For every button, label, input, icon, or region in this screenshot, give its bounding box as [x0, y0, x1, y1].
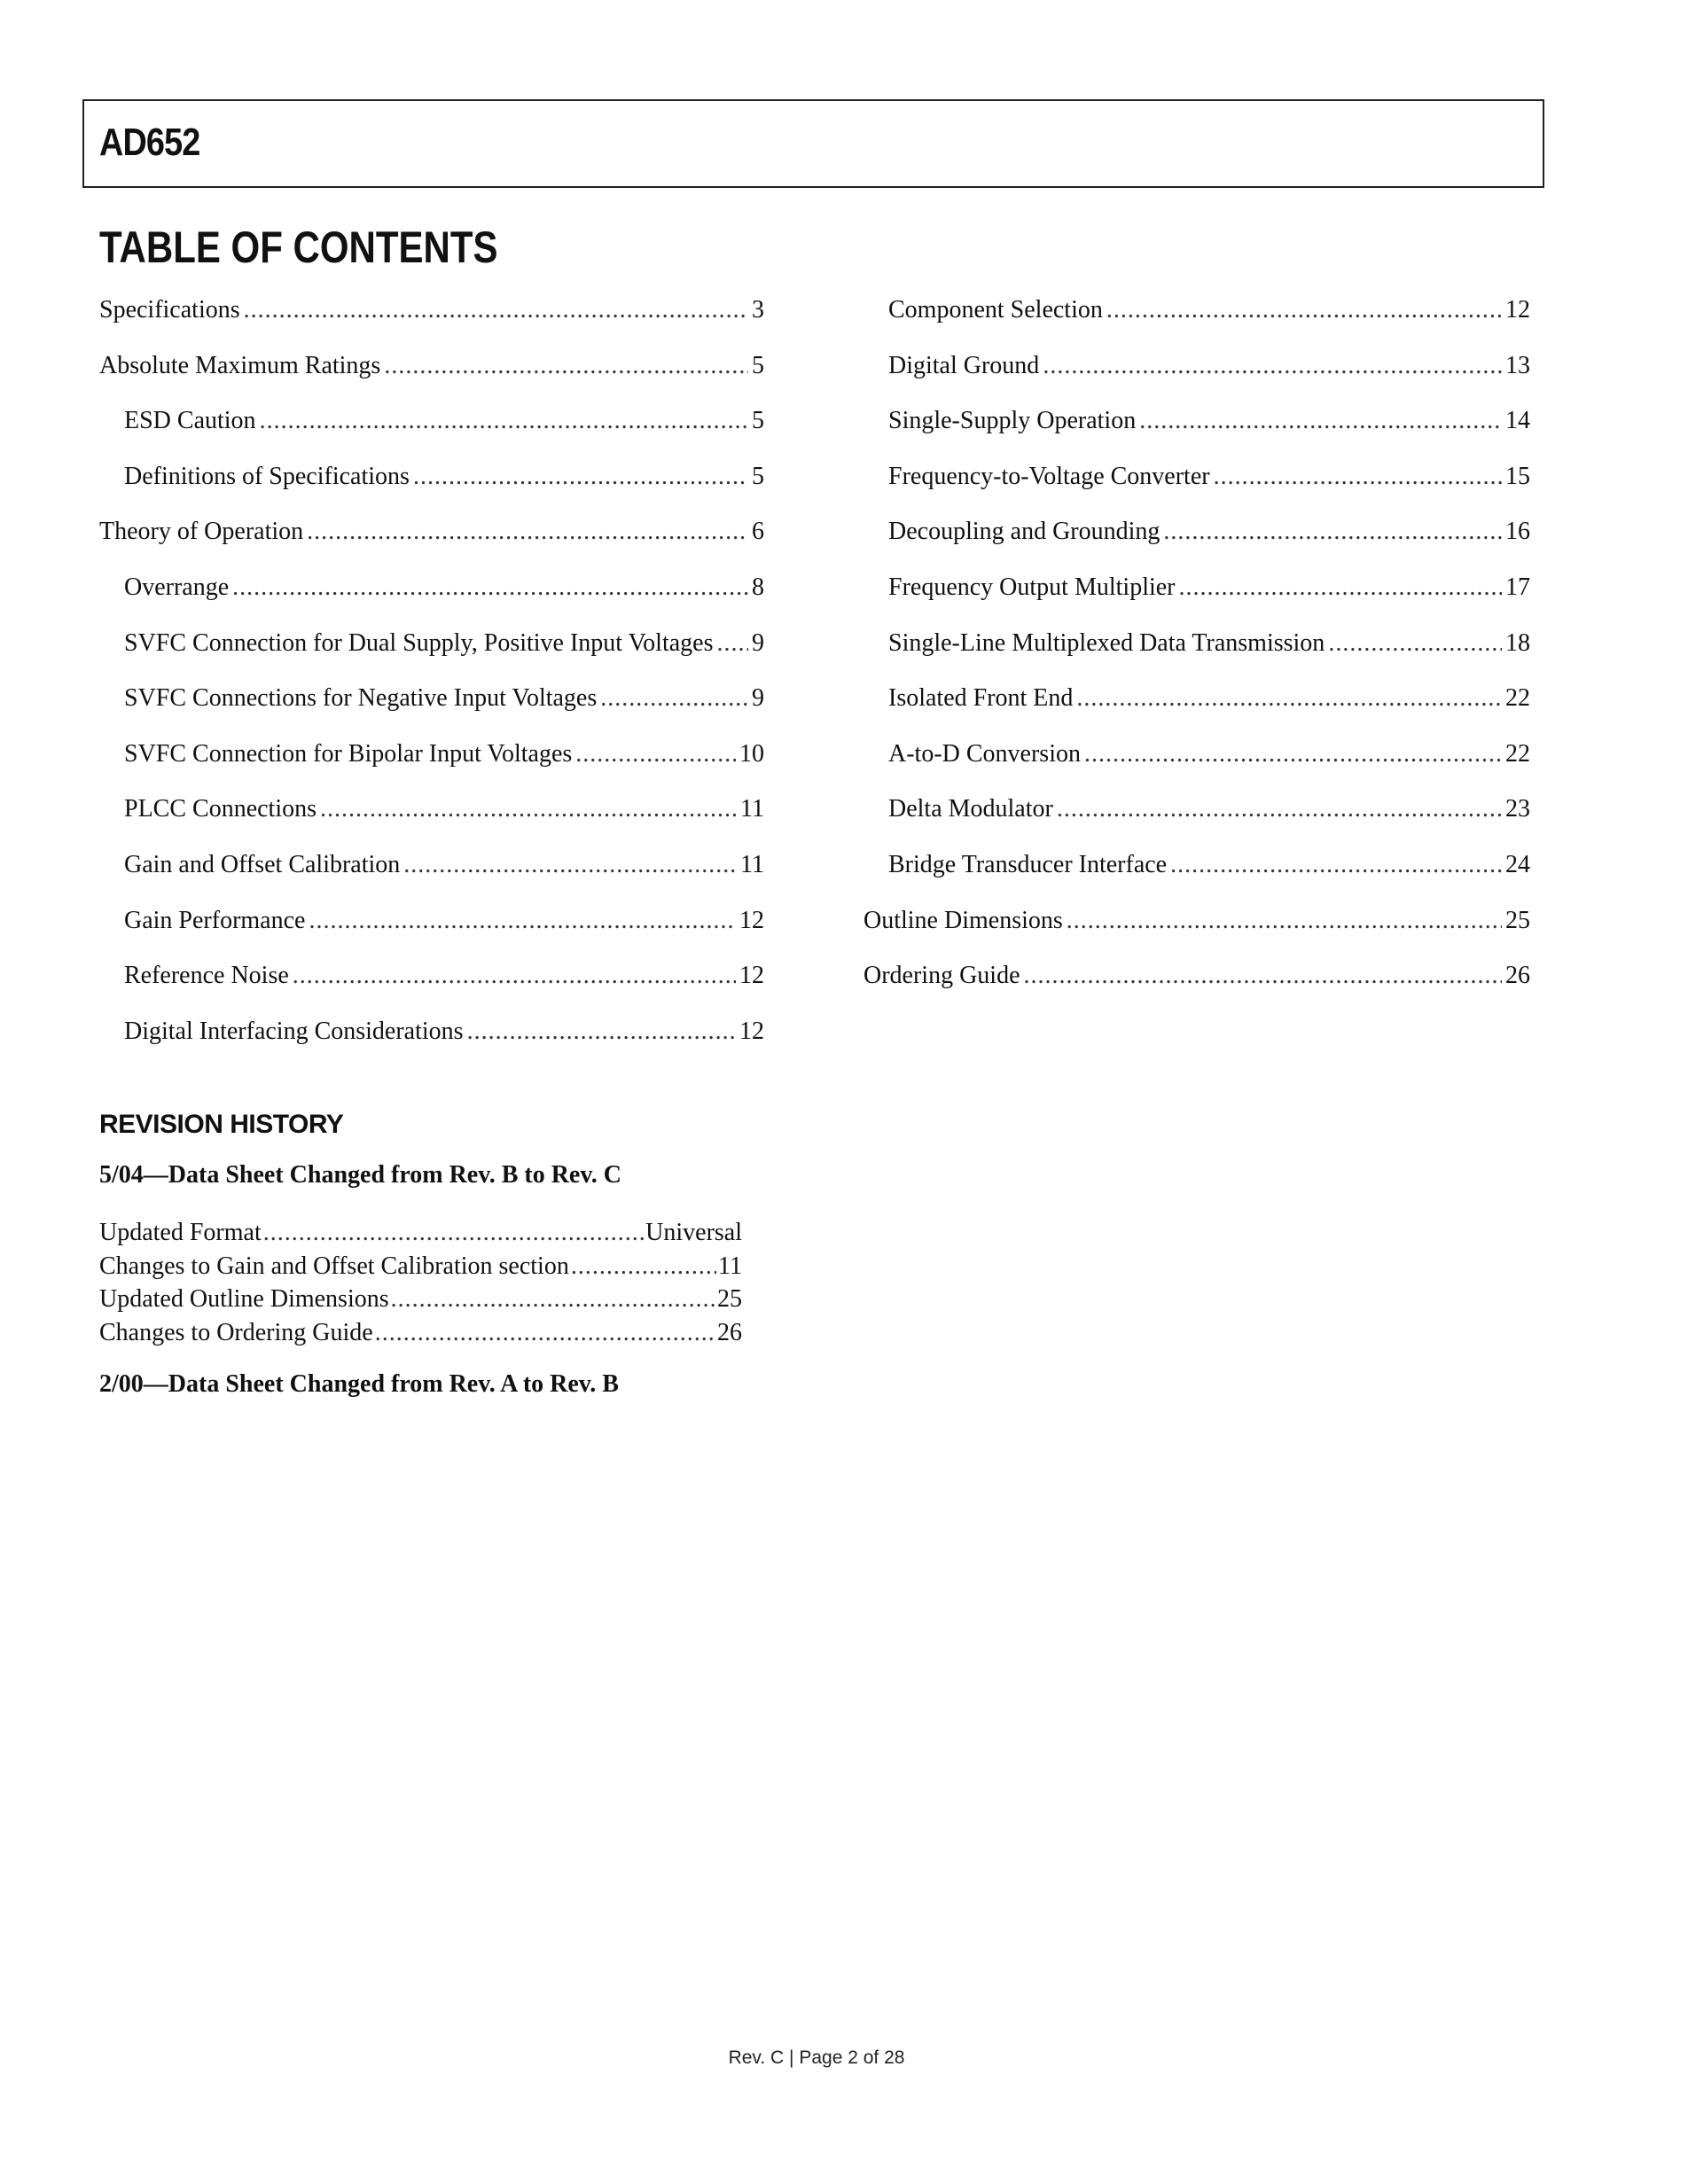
- toc-entry-label: Gain Performance: [124, 906, 306, 934]
- toc-leader: [1139, 402, 1502, 441]
- toc-entry[interactable]: [864, 291, 1530, 347]
- toc-entry-label: PLCC Connections: [124, 795, 317, 823]
- toc-entry[interactable]: [864, 846, 1530, 901]
- toc-entry-page: 11: [740, 850, 764, 878]
- toc-leader: [467, 1012, 736, 1051]
- revision-leader: [263, 1216, 644, 1250]
- toc-entry[interactable]: [864, 790, 1530, 846]
- toc-entry[interactable]: [99, 790, 764, 846]
- toc-entry-page: 12: [739, 906, 764, 934]
- toc-leader: [232, 568, 748, 607]
- toc-entry-label: Digital Interfacing Considerations: [124, 1017, 464, 1045]
- toc-leader: [244, 291, 748, 330]
- toc-entry-label: Gain and Offset Calibration: [124, 850, 401, 878]
- toc-entry-page: 5: [752, 462, 764, 490]
- toc-entry[interactable]: [99, 457, 764, 513]
- toc-entry-page: 10: [739, 739, 764, 768]
- toc-leader: [1163, 512, 1502, 551]
- toc-entry-page: 11: [740, 795, 764, 823]
- revision-entry-label: Changes to Ordering Guide: [99, 1318, 373, 1346]
- toc-entry-page: 12: [739, 1017, 764, 1045]
- toc-entry[interactable]: [99, 568, 764, 624]
- toc-leader: [1076, 679, 1502, 718]
- revision-entry-label: Changes to Gain and Offset Calibration section: [99, 1252, 569, 1280]
- toc-entry-page: 18: [1505, 628, 1530, 657]
- revision-entry[interactable]: [99, 1250, 742, 1283]
- toc-entry-page: 26: [1505, 962, 1530, 990]
- revision-entry-page: 26: [717, 1318, 742, 1346]
- toc-entry-label: Outline Dimensions: [864, 906, 1063, 934]
- toc-leader: [309, 901, 736, 940]
- toc-entry[interactable]: [99, 901, 764, 957]
- toc-entry[interactable]: [864, 457, 1530, 513]
- toc-entry-label: Delta Modulator: [888, 795, 1053, 823]
- toc-leader: [307, 512, 748, 551]
- toc-entry-page: 8: [752, 573, 764, 601]
- toc-entry[interactable]: [864, 624, 1530, 680]
- toc-leader: [1106, 291, 1502, 330]
- toc-entry-label: Frequency Output Multiplier: [888, 573, 1176, 601]
- toc-entry-label: Frequency-to-Voltage Converter: [888, 462, 1210, 490]
- toc-entry-label: Overrange: [124, 573, 230, 601]
- toc-entry[interactable]: [99, 735, 764, 791]
- toc-entry-page: 15: [1505, 462, 1530, 490]
- toc-entry[interactable]: [99, 679, 764, 735]
- revision-entry-label: Updated Outline Dimensions: [99, 1285, 389, 1314]
- toc-entry[interactable]: [99, 512, 764, 568]
- revision-heading-rev-c: 5/04—Data Sheet Changed from Rev. B to Rev. C: [99, 1161, 622, 1189]
- toc-entry-page: 14: [1505, 407, 1530, 435]
- toc-leader: [260, 402, 748, 441]
- toc-entry-page: 6: [752, 518, 764, 546]
- toc-leader: [1084, 735, 1502, 774]
- header-box: [82, 99, 1544, 188]
- revision-entry-page: Universal: [645, 1219, 742, 1246]
- revision-entry[interactable]: [99, 1216, 742, 1250]
- toc-entry-page: 22: [1505, 739, 1530, 768]
- toc-entry-label: Bridge Transducer Interface: [888, 850, 1168, 878]
- toc-leader: [1214, 457, 1502, 496]
- revision-entry[interactable]: [99, 1283, 742, 1316]
- toc-title: TABLE OF CONTENTS: [99, 222, 498, 272]
- toc-entry-label: Isolated Front End: [888, 684, 1074, 713]
- toc-leader: [384, 347, 748, 386]
- toc-leader: [1043, 347, 1502, 386]
- toc-entry-label: Digital Ground: [888, 351, 1040, 379]
- toc-entry-page: 22: [1505, 684, 1530, 713]
- toc-entry[interactable]: [864, 956, 1530, 1012]
- part-number: AD652: [99, 121, 200, 164]
- toc-entry-page: 25: [1505, 906, 1530, 934]
- toc-entry-label: Theory of Operation: [99, 518, 304, 546]
- toc-entry[interactable]: [864, 901, 1530, 957]
- revision-entry-label: Updated Format: [99, 1219, 262, 1246]
- toc-entry-label: Ordering Guide: [864, 962, 1020, 990]
- toc-entry-page: 12: [739, 962, 764, 990]
- toc-leader: [403, 846, 737, 885]
- toc-entry-page: 9: [752, 684, 764, 713]
- toc-entry-label: A-to-D Conversion: [888, 739, 1081, 768]
- toc-entry-page: 5: [752, 351, 764, 379]
- toc-entry-page: 12: [1505, 296, 1530, 324]
- toc-entry-label: Component Selection: [888, 296, 1103, 324]
- toc-entry[interactable]: [99, 624, 764, 680]
- toc-entry[interactable]: [99, 1012, 764, 1068]
- revision-list-rev-c: [99, 1216, 742, 1349]
- toc-entry[interactable]: [864, 679, 1530, 735]
- toc-entry[interactable]: [864, 512, 1530, 568]
- toc-entry-page: 5: [752, 407, 764, 435]
- toc-entry-page: 23: [1505, 795, 1530, 823]
- toc-leader: [1057, 790, 1502, 829]
- toc-entry[interactable]: [99, 402, 764, 457]
- toc-entry-page: 13: [1505, 351, 1530, 379]
- revision-heading-rev-b: 2/00—Data Sheet Changed from Rev. A to Rev. B: [99, 1370, 619, 1398]
- toc-entry-label: SVFC Connection for Dual Supply, Positive Input Voltages: [124, 628, 714, 657]
- toc-leader: [600, 679, 748, 718]
- revision-leader: [375, 1316, 715, 1350]
- revision-history-title: REVISION HISTORY: [99, 1110, 344, 1139]
- toc-entry-label: Decoupling and Grounding: [888, 518, 1160, 546]
- toc-entry[interactable]: [864, 402, 1530, 457]
- toc-leader: [575, 735, 736, 774]
- toc-entry-page: 17: [1505, 573, 1530, 601]
- toc-right-column: [864, 291, 1530, 1012]
- toc-entry-label: Single-Supply Operation: [888, 407, 1137, 435]
- toc-entry-page: 24: [1505, 850, 1530, 878]
- toc-entry[interactable]: [99, 291, 764, 347]
- page-footer: Rev. C | Page 2 of 28: [728, 2048, 905, 2068]
- toc-left-column: [99, 291, 764, 1067]
- toc-leader: [1024, 956, 1502, 995]
- toc-entry[interactable]: [864, 347, 1530, 402]
- revision-leader: [571, 1250, 716, 1283]
- revision-entry-page: 25: [717, 1285, 742, 1314]
- toc-entry-label: SVFC Connections for Negative Input Voltages: [124, 684, 598, 713]
- revision-entry[interactable]: [99, 1316, 742, 1350]
- toc-entry-label: Absolute Maximum Ratings: [99, 351, 381, 379]
- toc-entry[interactable]: [864, 735, 1530, 791]
- revision-entry-page: 11: [718, 1252, 742, 1280]
- revision-leader: [391, 1283, 715, 1316]
- toc-entry-label: SVFC Connection for Bipolar Input Voltages: [124, 739, 573, 768]
- toc-entry-label: Single-Line Multiplexed Data Transmission: [888, 628, 1325, 657]
- toc-entry[interactable]: [864, 568, 1530, 624]
- toc-entry-page: 16: [1505, 518, 1530, 546]
- toc-entry-label: Reference Noise: [124, 962, 289, 990]
- toc-leader: [320, 790, 737, 829]
- toc-leader: [1328, 624, 1502, 663]
- toc-entry-label: Specifications: [99, 296, 240, 324]
- toc-entry-label: Definitions of Specifications: [124, 462, 410, 490]
- toc-leader: [1179, 568, 1502, 607]
- toc-leader: [1170, 846, 1502, 885]
- toc-entry[interactable]: [99, 347, 764, 402]
- toc-leader: [413, 457, 748, 496]
- toc-entry-label: ESD Caution: [124, 407, 256, 435]
- toc-leader: [717, 624, 749, 663]
- toc-entry-page: 9: [752, 628, 764, 657]
- toc-leader: [293, 956, 736, 995]
- toc-entry[interactable]: [99, 846, 764, 901]
- toc-entry[interactable]: [99, 956, 764, 1012]
- toc-entry-page: 3: [752, 296, 764, 324]
- toc-leader: [1067, 901, 1502, 940]
